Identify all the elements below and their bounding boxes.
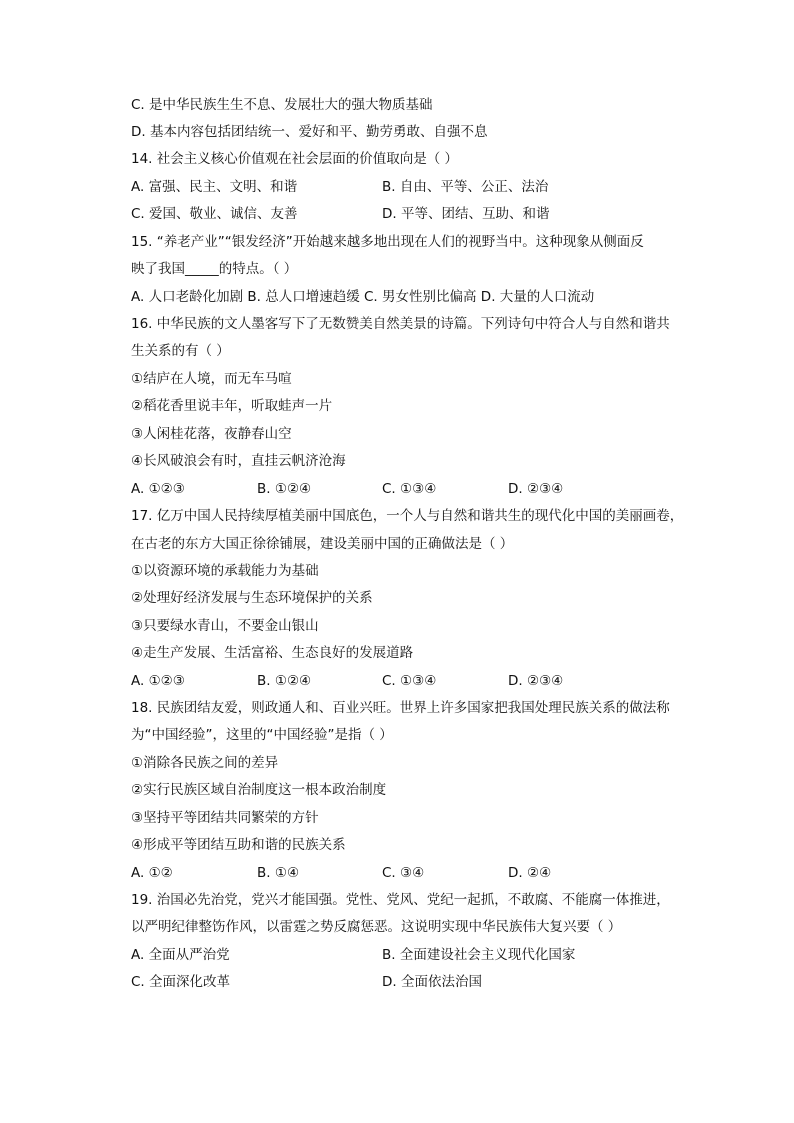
- q16-item-2: ②稻花香里说丰年，听取蛙声一片: [131, 398, 333, 414]
- q18-stem-line1: 18. 民族团结友爱，则政通人和、百业兴旺。世界上许多国家把我国处理民族关系的做法称: [131, 700, 670, 716]
- q19-stem-line2: 以严明纪律整饬作风，以雷霆之势反腐惩恶。这说明实现中华民族伟大复兴要（ ）: [131, 919, 622, 935]
- q16-option-a: A. ①②③: [131, 481, 185, 497]
- q17-stem-line1: 17. 亿万中国人民持续厚植美丽中国底色，一个人与自然和谐共生的现代化中国的美丽画卷，: [131, 508, 684, 524]
- q14-stem: 14. 社会主义核心价值观在社会层面的价值取向是（ ）: [131, 151, 459, 167]
- q16-item-3: ③人闲桂花落，夜静春山空: [131, 426, 292, 442]
- q19-option-a: A. 全面从严治党: [131, 947, 230, 963]
- q18-option-b: B. ①④: [257, 865, 300, 881]
- q18-option-c: C. ③④: [382, 865, 425, 881]
- q17-option-b: B. ①②④: [257, 673, 312, 689]
- q13-option-d: D. 基本内容包括团结统一、爱好和平、勤劳勇敢、自强不息: [131, 124, 488, 140]
- q18-item-1: ①消除各民族之间的差异: [131, 755, 279, 771]
- q17-item-3: ③只要绿水青山，不要金山银山: [131, 618, 319, 634]
- q18-option-a: A. ①②: [131, 865, 173, 881]
- q18-stem-line2: 为“中国经验”，这里的“中国经验”是指（ ）: [131, 727, 393, 743]
- q15-stem-line1: 15. “养老产业”“银发经济”开始越来越多地出现在人们的视野当中。这种现象从侧面反: [131, 234, 644, 250]
- q14-option-a: A. 富强、民主、文明、和谐: [131, 179, 298, 195]
- q16-stem-line1: 16. 中华民族的文人墨客写下了无数赞美自然美景的诗篇。下列诗句中符合人与自然和谐共: [131, 316, 670, 332]
- q18-item-2: ②实行民族区域自治制度这一根本政治制度: [131, 782, 387, 798]
- q15-options: A. 人口老龄化加剧 B. 总人口增速趋缓 C. 男女性别比偏高 D. 大量的人口流动: [131, 289, 595, 305]
- q19-option-b: B. 全面建设社会主义现代化国家: [382, 947, 576, 963]
- q18-item-4: ④形成平等团结互助和谐的民族关系: [131, 837, 346, 853]
- q16-item-4: ④长风破浪会有时，直挂云帆济沧海: [131, 453, 346, 469]
- q17-item-2: ②处理好经济发展与生态环境保护的关系: [131, 590, 373, 606]
- q17-item-4: ④走生产发展、生活富裕、生态良好的发展道路: [131, 645, 414, 661]
- q16-option-d: D. ②③④: [508, 481, 564, 497]
- q14-option-c: C. 爱国、敬业、诚信、友善: [131, 206, 298, 222]
- q17-option-c: C. ①③④: [382, 673, 437, 689]
- q15-stem-line2: 映了我国_____的特点。（ ）: [131, 261, 298, 277]
- q19-stem-line1: 19. 治国必先治党，党兴才能国强。党性、党风、党纪一起抓，不敢腐、不能腐一体推进，: [131, 892, 670, 908]
- q16-option-b: B. ①②④: [257, 481, 312, 497]
- q14-option-b: B. 自由、平等、公正、法治: [382, 179, 549, 195]
- q16-stem-line2: 生关系的有（ ）: [131, 343, 230, 359]
- q16-item-1: ①结庐在人境，而无车马喧: [131, 371, 292, 387]
- q17-option-a: A. ①②③: [131, 673, 185, 689]
- q13-option-c: C. 是中华民族生生不息、发展壮大的强大物质基础: [131, 97, 433, 113]
- q19-option-d: D. 全面依法治国: [382, 974, 482, 990]
- q17-option-d: D. ②③④: [508, 673, 564, 689]
- q18-item-3: ③坚持平等团结共同繁荣的方针: [131, 810, 319, 826]
- q16-option-c: C. ①③④: [382, 481, 437, 497]
- q14-option-d: D. 平等、团结、互助、和谐: [382, 206, 550, 222]
- q17-item-1: ①以资源环境的承载能力为基础: [131, 563, 319, 579]
- q17-stem-line2: 在古老的东方大国正徐徐铺展，建设美丽中国的正确做法是（ ）: [131, 536, 514, 552]
- q18-option-d: D. ②④: [508, 865, 552, 881]
- q19-option-c: C. 全面深化改革: [131, 974, 231, 990]
